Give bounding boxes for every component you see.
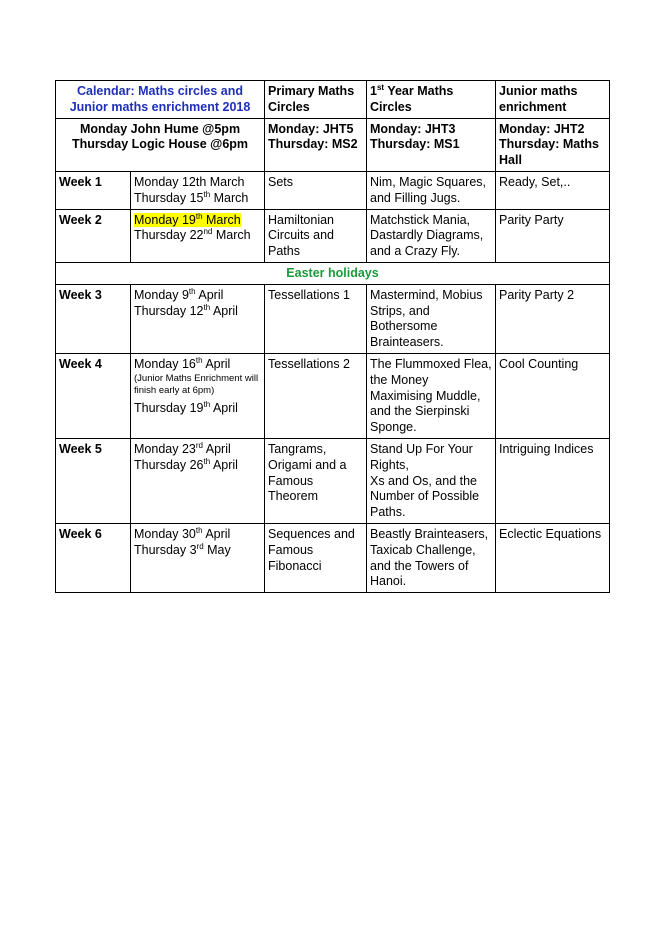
calendar-table: [55, 80, 610, 593]
week-dates: [131, 284, 265, 353]
junior-topic: Eclectic Equations: [496, 523, 610, 592]
venue-first-year: [367, 118, 496, 171]
first-year-topic: Matchstick Mania, Dastardly Diagrams, and a Crazy Fly.: [367, 209, 496, 262]
venue-primary-thursday: Thursday: MS2: [268, 137, 358, 152]
thursday-date: Thursday 26th April: [134, 456, 238, 472]
thursday-date: Thursday 19th April: [134, 399, 238, 415]
venue-general: [56, 118, 265, 171]
highlighted-date: Monday 19th March: [134, 211, 241, 227]
primary-topic: Tessellations 1: [265, 284, 367, 353]
first-year-topic: [367, 438, 496, 523]
week-label: Week 1: [56, 171, 131, 209]
first-year-topic: Mastermind, Mobius Strips, and Bothersome Brainteasers.: [367, 284, 496, 353]
junior-topic: Ready, Set,..: [496, 171, 610, 209]
monday-date: Monday 30th April: [134, 525, 231, 541]
first-year-topic-line-1: Stand Up For Your Rights,: [370, 441, 473, 472]
monday-date: Monday 9th April: [134, 286, 224, 302]
venue-junior-thursday: Thursday: Maths Hall: [499, 137, 600, 168]
table-row: [56, 523, 610, 592]
week-dates: [131, 171, 265, 209]
first-year-topic: Beastly Brainteasers, Taxicab Challenge, and the Towers of Hanoi.: [367, 523, 496, 592]
monday-date: [134, 213, 261, 229]
easter-holidays: Easter holidays: [56, 262, 610, 284]
venue-first-monday: Monday: JHT3: [370, 121, 456, 136]
junior-topic: Parity Party 2: [496, 284, 610, 353]
col-header-junior: Junior maths enrichment: [496, 81, 610, 119]
monday-date: Monday 16th April: [134, 355, 231, 371]
junior-topic: Cool Counting: [496, 353, 610, 438]
first-year-topic-line-2: Xs and Os, and the Number of Possible Paths.: [370, 473, 480, 520]
easter-row: [56, 262, 610, 284]
week-label: Week 6: [56, 523, 131, 592]
week-label: Week 2: [56, 209, 131, 262]
week-label: Week 3: [56, 284, 131, 353]
thursday-date: Thursday 22nd March: [134, 227, 251, 243]
table-row: [56, 171, 610, 209]
table-row: [56, 438, 610, 523]
week-label: Week 4: [56, 353, 131, 438]
venue-junior-monday: Monday: JHT2: [499, 121, 585, 136]
table-row: [56, 209, 610, 262]
thursday-date: Thursday 3rd May: [134, 541, 231, 557]
monday-date: Monday 12th March: [134, 174, 245, 189]
junior-topic: Intriguing Indices: [496, 438, 610, 523]
early-finish-note: (Junior Maths Enrichment will finish early at 6pm): [134, 372, 259, 396]
first-year-topic: The Flummoxed Flea, the Money Maximising Muddle, and the Sierpinski Sponge.: [367, 353, 496, 438]
venue-first-thursday: Thursday: MS1: [370, 137, 460, 152]
primary-topic: Tessellations 2: [265, 353, 367, 438]
week-dates: [131, 438, 265, 523]
primary-topic: Sequences and Famous Fibonacci: [265, 523, 367, 592]
venue-primary-monday: Monday: JHT5: [268, 121, 354, 136]
table-row: [56, 353, 610, 438]
week-label: Week 5: [56, 438, 131, 523]
col-header-primary: Primary Maths Circles: [265, 81, 367, 119]
week-dates: [131, 209, 265, 262]
table-row: [56, 284, 610, 353]
primary-topic: Hamiltonian Circuits and Paths: [265, 209, 367, 262]
venue-row: [56, 118, 610, 171]
col-header-first-year: 1st Year Maths Circles: [367, 81, 496, 119]
header-row: [56, 81, 610, 119]
week-dates: [131, 523, 265, 592]
calendar-title: Calendar: Maths circles and Junior maths enrichment 2018: [56, 81, 265, 119]
primary-topic: Tangrams, Origami and a Famous Theorem: [265, 438, 367, 523]
venue-general-thursday: Thursday Logic House @6pm: [71, 137, 249, 152]
primary-topic: Sets: [265, 171, 367, 209]
junior-topic: Parity Party: [496, 209, 610, 262]
thursday-date: Thursday 15th March: [134, 189, 249, 205]
week-dates: [131, 353, 265, 438]
first-year-topic: Nim, Magic Squares, and Filling Jugs.: [367, 171, 496, 209]
venue-junior: [496, 118, 610, 171]
venue-general-monday: Monday John Hume @5pm: [79, 121, 241, 136]
monday-date: Monday 23rd April: [134, 440, 231, 456]
thursday-date: Thursday 12th April: [134, 302, 238, 318]
venue-primary: [265, 118, 367, 171]
